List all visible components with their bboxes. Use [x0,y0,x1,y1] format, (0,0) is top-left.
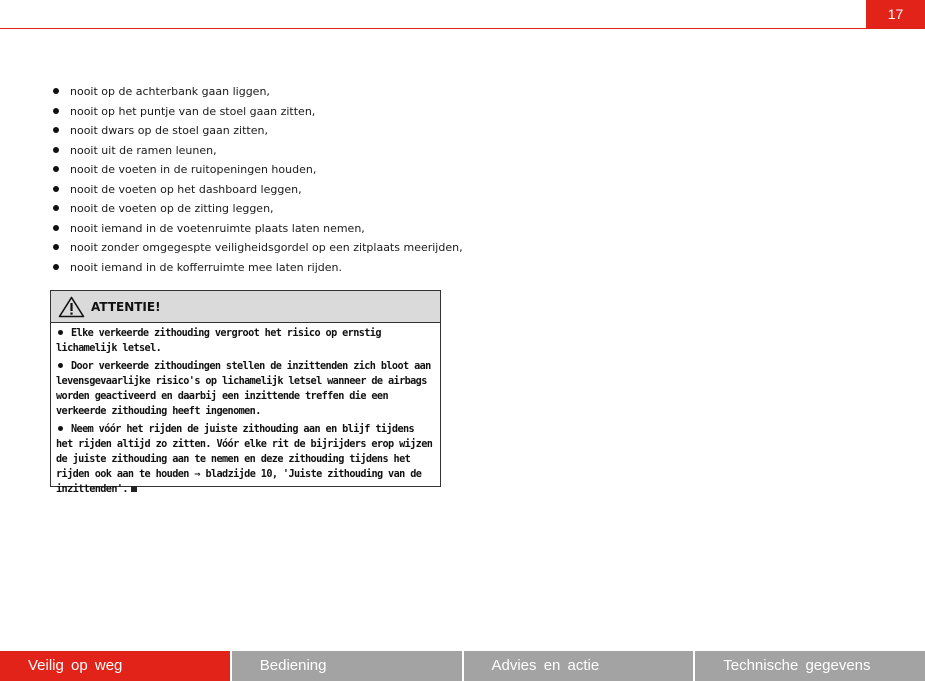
bullet-dot [58,363,63,368]
list-item: nooit de voeten in de ruitopeningen houden, [52,160,463,180]
warning-item [56,326,434,356]
tab-technische-gegevens[interactable]: Technische gegevens [693,651,925,681]
warning-triangle-icon [58,296,85,318]
bullet-list [52,82,463,277]
list-item: nooit de voeten op het dashboard leggen, [52,180,463,200]
list-item: nooit zonder omgegespte veiligheidsgordel op een zitplaats meerijden, [52,238,463,258]
warning-box [50,290,441,495]
bullet-dot [58,426,63,431]
cross-reference-link[interactable]: bladzijde 10, 'Juiste zithouding van de inzittenden'. [56,469,422,495]
warning-body [51,323,440,497]
warning-header [51,291,440,323]
warning-item-text: Elke verkeerde zithouding vergroot het risico op ernstig lichamelijk letsel. [56,328,381,354]
header-rule [0,28,868,29]
warning-item-text: Neem vóór het rijden de juiste zithouding aan en blijf tijdens het rijden altijd zo zitten. Vóór elke rit de bijrijders erop wijzen de juiste zithouding aan te nemen en deze zithouding tijdens het rijden ook aan te houden [56,424,433,480]
bullet-dot [58,330,63,335]
list-item: nooit iemand in de kofferruimte mee laten rijden. [52,258,463,278]
warning-item-text: Door verkeerde zithoudingen stellen de inzittenden zich bloot aan levensgevaarlijke risico's op lichamelijk letsel wanneer de airbags worden geactiveerd en daarbij een inzittende treffen die een verkeerde zithouding heeft ingenomen. [56,361,431,417]
end-of-section-icon [131,486,137,492]
arrow-icon: ⇒ [194,469,200,480]
list-item: nooit uit de ramen leunen, [52,141,463,161]
warning-item [56,422,434,497]
list-item: nooit op de achterbank gaan liggen, [52,82,463,102]
warning-item [56,359,434,419]
list-item: nooit dwars op de stoel gaan zitten, [52,121,463,141]
list-item: nooit op het puntje van de stoel gaan zitten, [52,102,463,122]
list-item: nooit iemand in de voetenruimte plaats laten nemen, [52,219,463,239]
page-number: 17 [866,0,925,29]
tab-bediening[interactable]: Bediening [230,651,462,681]
warning-title: ATTENTIE! [91,299,161,314]
list-item: nooit de voeten op de zitting leggen, [52,199,463,219]
tab-advies-en-actie[interactable]: Advies en actie [462,651,694,681]
footer-nav [0,651,925,681]
tab-veilig-op-weg[interactable]: Veilig op weg [0,651,230,681]
